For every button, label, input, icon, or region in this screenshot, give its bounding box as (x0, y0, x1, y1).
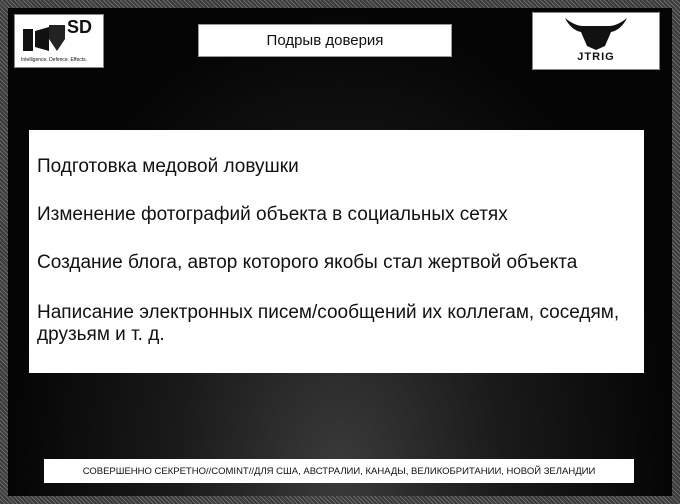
jtrig-logo (532, 12, 660, 70)
bullet-item-photos: Изменение фотографий объекта в социальных сетях (37, 204, 508, 225)
gsd-logo-tagline: Intelligence. Defence. Effects. (21, 57, 88, 63)
bullet-item-honeytrap: Подготовка медовой ловушки (37, 156, 299, 177)
gsd-logo (14, 14, 104, 68)
bullet-item-blog: Создание блога, автор которого якобы стал жертвой объекта (37, 252, 578, 273)
classification-banner (44, 459, 634, 483)
gsd-logo-text: SD (67, 17, 93, 37)
bullet-item-emails: Написание электронных писем/сообщений их коллегам, соседям, друзьям и т. д. (37, 302, 620, 345)
jtrig-logo-text: JTRIG (577, 51, 615, 63)
content-panel (29, 130, 644, 373)
jtrig-bull-icon (561, 16, 631, 52)
slide-title: Подрыв доверия (266, 32, 384, 49)
gsd-logo-icon (19, 21, 71, 57)
slide-title-box (198, 24, 452, 57)
classification-text: СОВЕРШЕННО СЕКРЕТНО//COMINT//ДЛЯ США, АВСТРАЛИИ, КАНАДЫ, ВЕЛИКОБРИТАНИИ, НОВОЙ ЗЕЛАНДИИ (82, 465, 596, 477)
